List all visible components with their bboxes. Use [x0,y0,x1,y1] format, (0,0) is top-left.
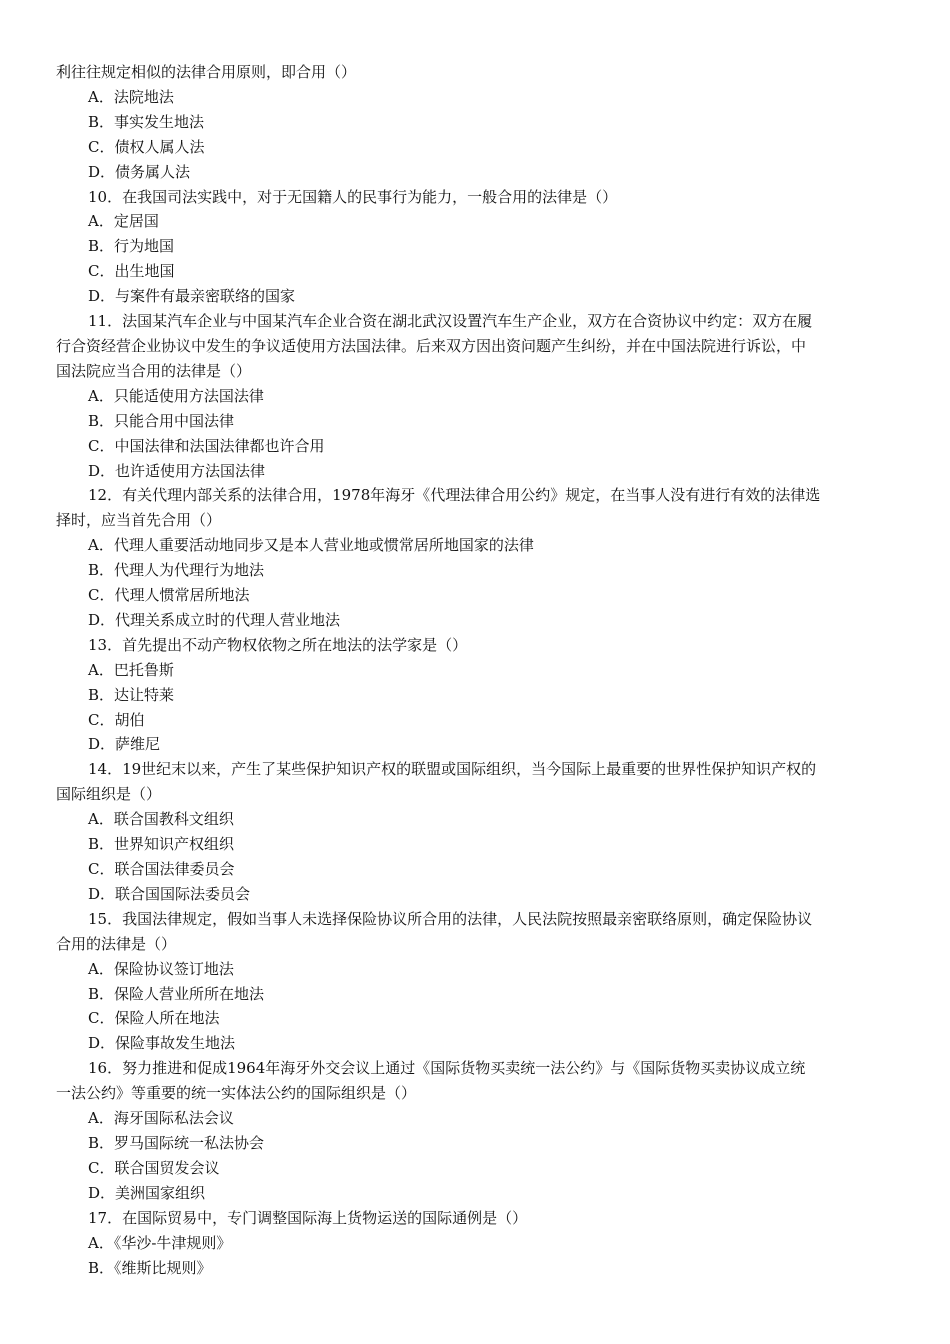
option-d: D．债务属人法 [88,162,191,181]
option-d: D．保险事故发生地法 [88,1034,236,1053]
option-b: B．达让特莱 [88,685,175,704]
option-c: C．联合国法律委员会 [88,860,235,878]
option-b: B．保险人营业所所在地法 [88,984,265,1003]
option-a: A．代理人重要活动地同步又是本人营业地或惯常居所地国家的法律 [88,536,534,555]
question-text-continued: 国际组织是（） [56,785,162,804]
option-a: A．联合国教科文组织 [88,810,234,829]
question-11 [56,309,896,483]
question-text-continued: 一法公约》等重要的统一实体法公约的国际组织是（） [56,1084,417,1103]
question-text-continued: 国法院应当合用的法律是（） [56,361,252,380]
option-b: B．只能合用中国法律 [88,411,235,430]
question-text: 10．在我国司法实践中，对于无国籍人的民事行为能力，一般合用的法律是（） [88,187,618,206]
option-c: C．联合国贸发会议 [88,1158,220,1177]
option-a: A．定居国 [88,212,159,231]
option-a: A．法院地法 [88,87,174,106]
option-d: D．也许适使用方法国法律 [88,461,266,480]
option-c: C．代理人惯常居所地法 [88,586,250,605]
option-c: C．出生地国 [88,262,175,281]
question-text: 14．19世纪末以来，产生了某些保护知识产权的联盟或国际组织，当今国际上最重要的世界性保护知识产权的 [88,760,817,779]
option-b: B．《维斯比规则》 [88,1258,212,1277]
question-text-continued: 择时，应当首先合用（） [56,511,222,530]
option-a: A．《华沙-牛津规则》 [88,1233,232,1252]
question-text: 12．有关代理内部关系的法律合用，1978年海牙《代理法律合用公约》规定，在当事人没有进行有效的法律选 [88,486,821,505]
option-c: C．债权人属人法 [88,137,205,156]
question-text: 17．在国际贸易中，专门调整国际海上货物运送的国际通例是（） [88,1208,528,1227]
option-d: D．与案件有最亲密联络的国家 [88,287,296,306]
option-b: B．事实发生地法 [88,112,205,131]
question-text: 11．法国某汽车企业与中国某汽车企业合资在湖北武汉设置汽车生产企业，双方在合资协议中约定：双方在履 [88,312,813,331]
question-text: 15．我国法律规定，假如当事人未选择保险协议所合用的法律，人民法院按照最亲密联络原则，确定保险协议 [88,909,813,928]
option-d: D．代理关系成立时的代理人营业地法 [88,610,341,629]
question-12 [56,483,896,632]
option-b: B．行为地国 [88,237,175,256]
lead-options [56,85,896,185]
option-a: A．只能适使用方法国法律 [88,386,264,405]
option-d: D．萨维尼 [88,735,161,754]
question-10 [56,185,896,310]
question-13 [56,633,896,758]
question-text-continued: 合用的法律是（） [56,934,177,953]
question-text: 16．努力推进和促成1964年海牙外交会议上通过《国际货物买卖统一法公约》与《国际货物买卖协议成立统 [88,1059,806,1078]
option-a: A．保险协议签订地法 [88,959,234,978]
question-15 [56,907,896,1056]
option-a: A．巴托鲁斯 [88,660,174,679]
option-b: B．代理人为代理行为地法 [88,561,265,580]
option-d: D．联合国国际法委员会 [88,884,251,903]
question-lead: 利往往规定相似的法律合用原则，即合用（） [56,63,357,81]
question-text-continued: 行合资经营企业协议中发生的争议适使用方法国法律。后来双方因出资问题产生纠纷，并在中国法院进行诉讼，中 [56,336,807,355]
question-text: 13．首先提出不动产物权依物之所在地法的法学家是（） [88,635,468,654]
option-b: B．世界知识产权组织 [88,835,235,854]
option-a: A．海牙国际私法会议 [88,1109,234,1128]
question-14 [56,757,896,906]
question-16 [56,1056,896,1205]
option-b: B．罗马国际统一私法协会 [88,1133,265,1152]
question-17 [56,1206,896,1281]
document-page [56,60,896,1280]
option-c: C．保险人所在地法 [88,1009,220,1028]
option-c: C．中国法律和法国法律都也许合用 [88,436,325,455]
option-d: D．美洲国家组织 [88,1183,206,1202]
option-c: C．胡伯 [88,710,145,729]
